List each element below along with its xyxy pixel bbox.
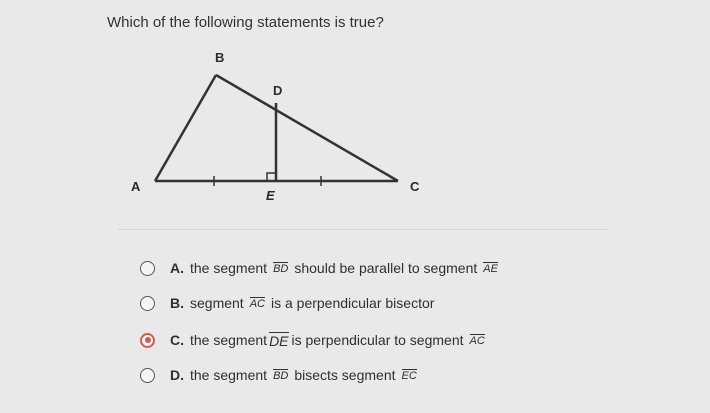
radio-option-c-selected[interactable] (140, 333, 155, 348)
radio-option-b[interactable] (140, 296, 155, 311)
option-text: is a perpendicular bisector (270, 295, 435, 311)
option-text: the segment (190, 367, 268, 383)
option-text: bisects segment (294, 367, 396, 383)
option-text: segment (190, 295, 244, 311)
label-b: B (215, 50, 225, 65)
segment-label: AC (469, 335, 485, 347)
option-letter: A. (170, 260, 184, 276)
segment-label: AE (483, 263, 498, 275)
option-a[interactable] (140, 257, 504, 279)
option-d[interactable] (140, 364, 423, 386)
segment-label: DE (269, 333, 289, 349)
option-text: the segment (190, 332, 268, 348)
option-text: the segment (190, 260, 268, 276)
option-c[interactable] (140, 329, 491, 351)
label-c: C (410, 179, 420, 194)
segment-label: EC (401, 370, 417, 382)
question-text: Which of the following statements is true? (107, 14, 384, 31)
option-letter: B. (170, 295, 184, 311)
option-text: should be parallel to segment (294, 260, 478, 276)
option-letter: D. (170, 367, 184, 383)
segment-label: BD (273, 263, 289, 275)
radio-option-d[interactable] (140, 368, 155, 383)
divider (118, 229, 608, 230)
segment-label: BD (273, 370, 289, 382)
segment-ab (155, 75, 216, 181)
option-b[interactable] (140, 292, 434, 314)
label-a: A (131, 179, 141, 194)
segment-bc (216, 75, 398, 181)
radio-option-a[interactable] (140, 261, 155, 276)
segment-label: AC (249, 298, 265, 310)
label-e: E (266, 188, 275, 203)
option-text: is perpendicular to segment (291, 332, 464, 348)
option-letter: C. (170, 332, 184, 348)
label-d: D (273, 83, 283, 98)
